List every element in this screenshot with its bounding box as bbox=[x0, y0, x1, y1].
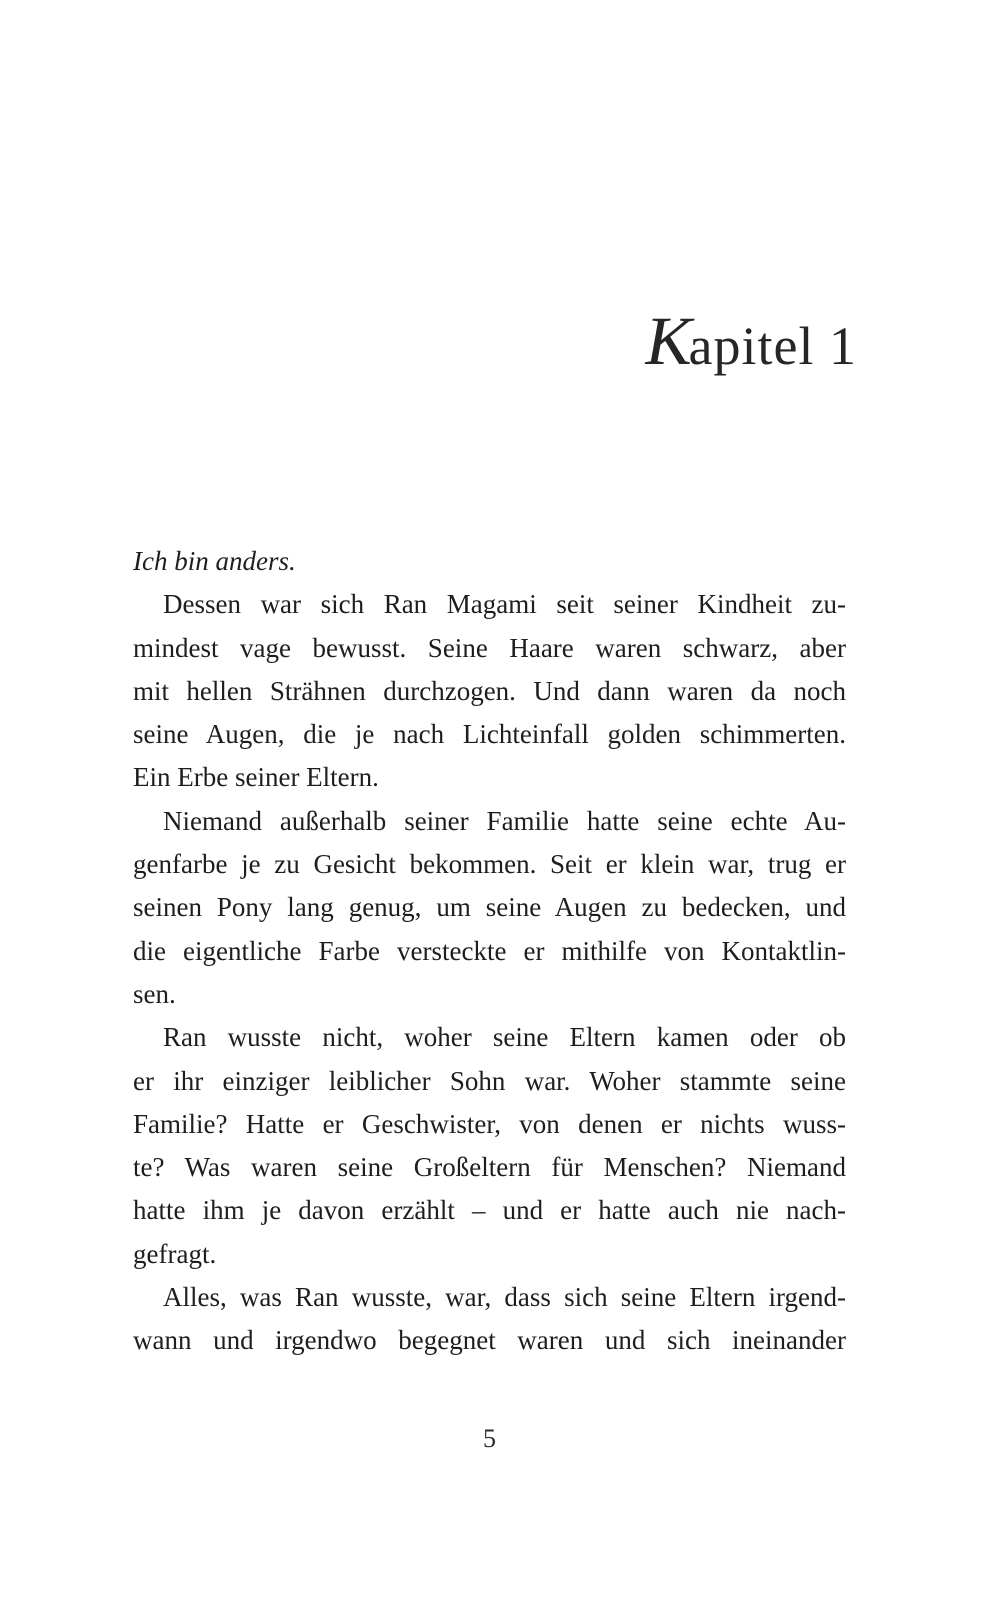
text-line: sen. bbox=[133, 978, 176, 1009]
text-line: die eigentliche Farbe versteckte er mithilfe von Kontaktlin- bbox=[133, 935, 846, 966]
text-line: mindest vage bewusst. Seine Haare waren schwarz, aber bbox=[133, 632, 846, 663]
text-line: Ein Erbe seiner Eltern. bbox=[133, 762, 379, 793]
paragraph bbox=[133, 1016, 846, 1276]
chapter-heading: Kapitel 1 bbox=[645, 302, 857, 379]
text-line: wann und irgendwo begegnet waren und sich ineinander bbox=[133, 1325, 846, 1356]
text-block bbox=[133, 540, 846, 1363]
page-number: 5 bbox=[483, 1424, 496, 1453]
text-line: hatte ihm je davon erzählt – und er hatte auch nie nach- bbox=[133, 1195, 846, 1226]
text-line: genfarbe je zu Gesicht bekommen. Seit er klein war, trug er bbox=[133, 849, 846, 880]
text-line: gefragt. bbox=[133, 1238, 217, 1269]
text-line: Niemand außerhalb seiner Familie hatte seine echte Au- bbox=[163, 805, 846, 836]
paragraph bbox=[133, 583, 846, 799]
text-line: Ran wusste nicht, woher seine Eltern kamen oder ob bbox=[163, 1022, 846, 1053]
text-line: seine Augen, die je nach Lichteinfall golden schimmerten. bbox=[133, 719, 846, 750]
text-line: er ihr einziger leiblicher Sohn war. Woher stammte seine bbox=[133, 1065, 846, 1096]
text-line: Ich bin anders. bbox=[133, 546, 296, 576]
text-line: Alles, was Ran wusste, war, dass sich seine Eltern irgend- bbox=[163, 1282, 846, 1313]
paragraph bbox=[133, 800, 846, 1016]
text-line: seinen Pony lang genug, um seine Augen zu bedecken, und bbox=[133, 892, 846, 923]
paragraph bbox=[133, 1276, 846, 1363]
paragraph bbox=[133, 540, 846, 583]
text-line: te? Was waren seine Großeltern für Menschen? Niemand bbox=[133, 1152, 846, 1183]
text-line: Familie? Hatte er Geschwister, von denen er nichts wuss- bbox=[133, 1108, 846, 1139]
text-line: Dessen war sich Ran Magami seit seiner Kindheit zu- bbox=[163, 589, 846, 620]
text-line: mit hellen Strähnen durchzogen. Und dann waren da noch bbox=[133, 675, 846, 706]
